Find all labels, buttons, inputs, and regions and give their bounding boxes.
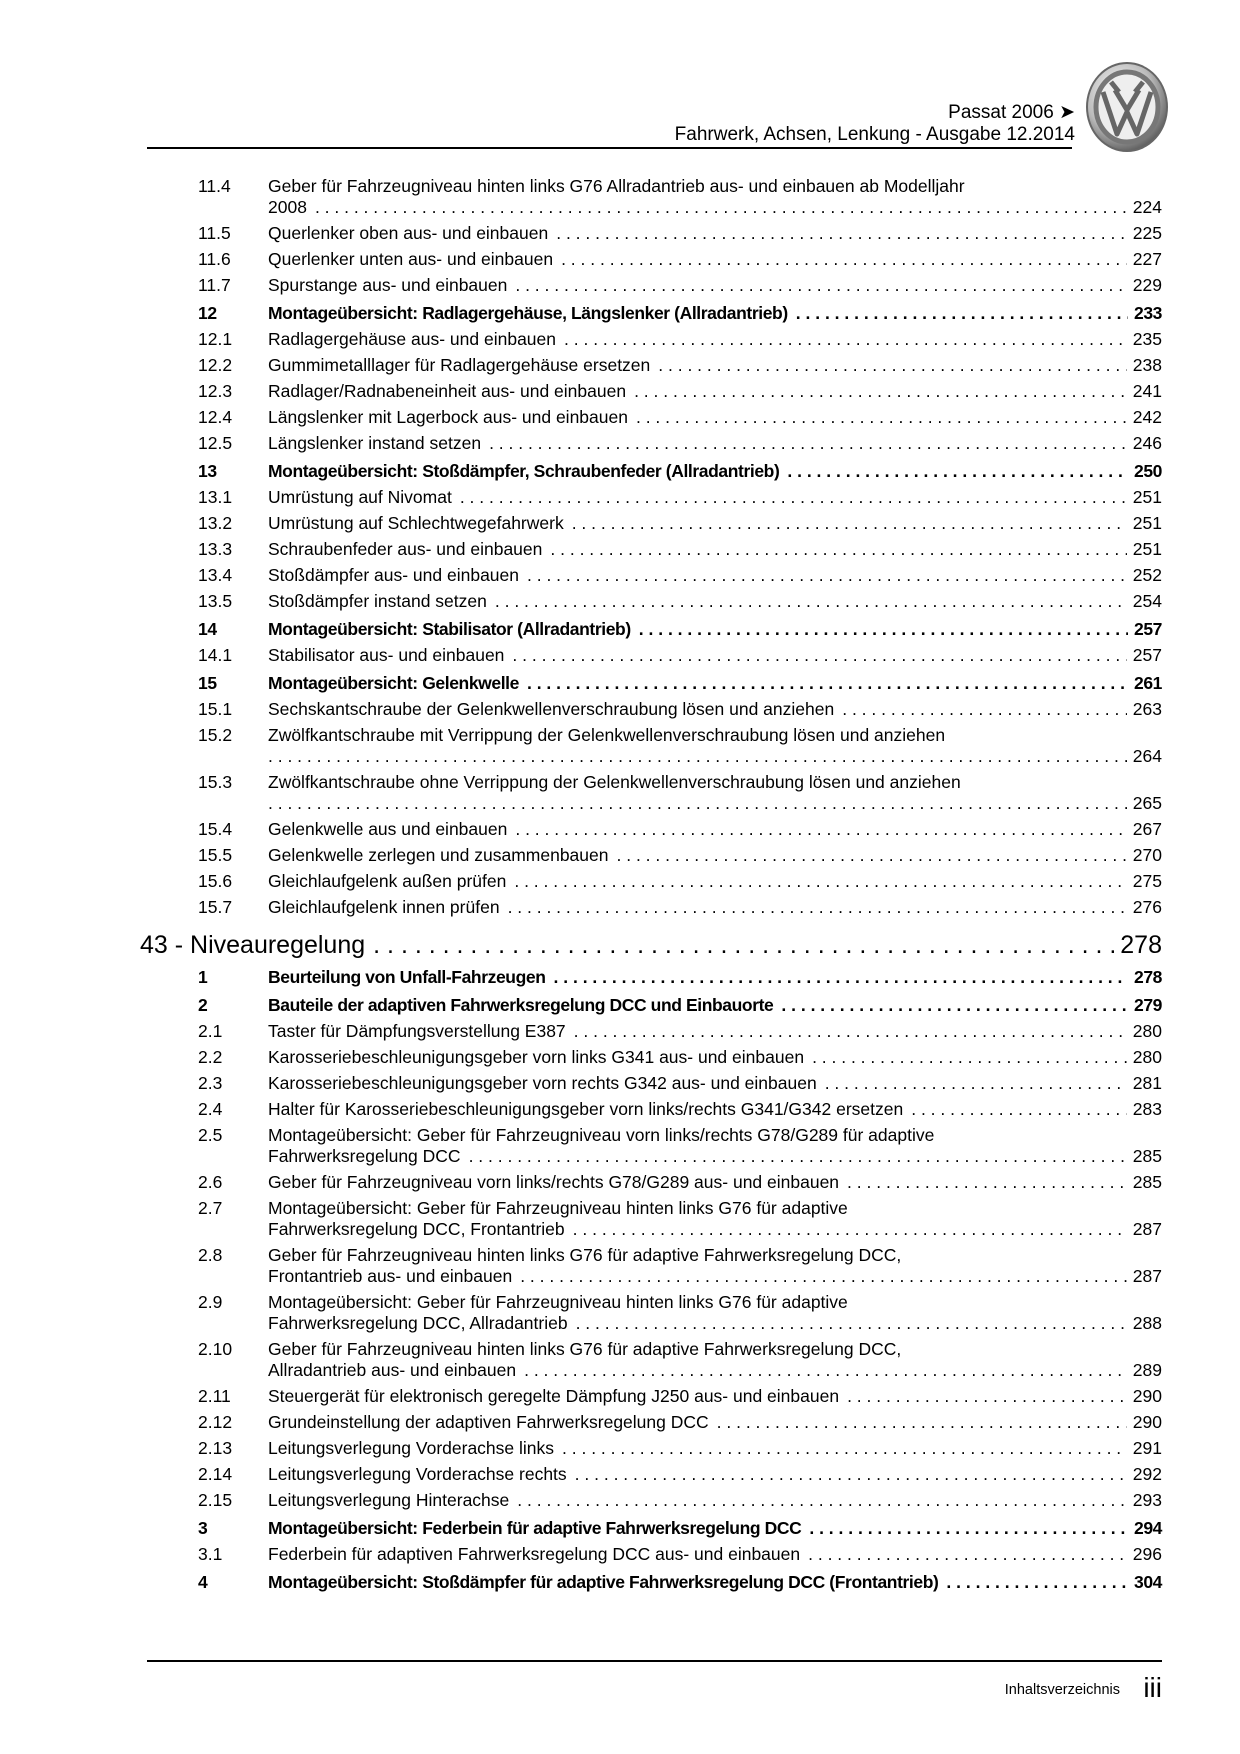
entry-page: 265 <box>1132 793 1162 813</box>
entry-title: Montageübersicht: Geber für Fahrzeugniveau hinten links G76 für adaptive <box>268 1198 848 1218</box>
dot-leader <box>634 381 1127 402</box>
entry-page: 279 <box>1134 995 1162 1015</box>
dot-leader <box>514 871 1126 892</box>
entry-page: 292 <box>1132 1464 1162 1484</box>
dot-leader <box>847 1172 1127 1193</box>
entry-title: Gelenkwelle aus und einbauen <box>268 819 508 839</box>
toc-entry[interactable] <box>140 275 1162 296</box>
toc-entry[interactable] <box>140 1047 1162 1068</box>
header-rule <box>147 147 1072 149</box>
entry-page: 252 <box>1132 565 1162 585</box>
toc-entry[interactable] <box>140 1572 1162 1593</box>
toc-entry[interactable] <box>140 513 1162 534</box>
entry-number: 15.4 <box>198 819 233 839</box>
entry-page: 290 <box>1132 1386 1162 1406</box>
entry-title: Umrüstung auf Schlechtwegefahrwerk <box>268 513 564 533</box>
entry-page: 241 <box>1132 381 1162 401</box>
toc-entry[interactable] <box>140 355 1162 376</box>
entry-page: 263 <box>1132 699 1162 719</box>
entry-number: 14 <box>198 619 217 639</box>
entry-page: 278 <box>1134 967 1162 987</box>
dot-leader <box>636 407 1127 428</box>
entry-title: Montageübersicht: Stoßdämpfer für adaptive Fahrwerksregelung DCC (Frontantrieb) <box>268 1572 939 1592</box>
toc-entry[interactable] <box>140 487 1162 508</box>
entry-number: 12.4 <box>198 407 233 427</box>
entry-number: 12.2 <box>198 355 233 375</box>
dot-leader <box>527 565 1127 586</box>
entry-title: Gelenkwelle zerlegen und zusammenbauen <box>268 845 609 865</box>
toc-entry[interactable] <box>140 871 1162 892</box>
entry-number: 11.4 <box>198 176 231 196</box>
entry-page: 229 <box>1132 275 1162 295</box>
footer-page-number: iii <box>1143 1672 1162 1703</box>
toc-entry[interactable] <box>140 1198 1162 1240</box>
header-model: Passat 2006 ➤ <box>948 102 1075 123</box>
toc-entry[interactable] <box>140 1339 1162 1381</box>
entry-page: 294 <box>1134 1518 1162 1538</box>
entry-number: 2.7 <box>198 1198 223 1218</box>
dot-leader <box>469 1146 1127 1167</box>
entry-title: Bauteile der adaptiven Fahrwerksregelung DCC und Einbauorte <box>268 995 774 1015</box>
entry-page: 283 <box>1132 1099 1162 1119</box>
entry-title: Umrüstung auf Nivomat <box>268 487 452 507</box>
dot-leader <box>561 249 1127 270</box>
entry-page: 225 <box>1132 223 1162 243</box>
entry-title: Geber für Fahrzeugniveau vorn links/rechts G78/G289 aus- und einbauen <box>268 1172 840 1192</box>
entry-page: 291 <box>1132 1438 1162 1458</box>
vw-logo-icon <box>1085 62 1169 152</box>
entry-page: 275 <box>1132 871 1162 891</box>
chapter-heading[interactable] <box>140 930 1162 960</box>
dot-leader <box>556 223 1127 244</box>
dot-leader <box>911 1099 1127 1120</box>
entry-page: 267 <box>1132 819 1162 839</box>
entry-number: 2.15 <box>198 1490 233 1510</box>
entry-page: 278 <box>1120 931 1162 959</box>
entry-page: 285 <box>1132 1146 1162 1166</box>
dot-leader <box>572 513 1127 534</box>
toc-entry[interactable] <box>140 591 1162 612</box>
entry-page: 233 <box>1134 303 1162 323</box>
toc-entry[interactable] <box>140 897 1162 918</box>
entry-number: 13.5 <box>198 591 233 611</box>
entry-title-cont: Fahrwerksregelung DCC, Allradantrieb <box>268 1313 568 1333</box>
toc-entry[interactable] <box>140 565 1162 586</box>
entry-title: Taster für Dämpfungsverstellung E387 <box>268 1021 566 1041</box>
dot-leader <box>527 673 1128 694</box>
toc-entry[interactable] <box>140 819 1162 840</box>
dot-leader <box>268 746 1127 767</box>
entry-number: 11.7 <box>198 275 231 295</box>
entry-title: Steuergerät für elektronisch geregelte Dämpfung J250 aus- und einbauen <box>268 1386 840 1406</box>
entry-number: 2.14 <box>198 1464 233 1484</box>
entry-title: Zwölfkantschraube mit Verrippung der Gelenkwellenverschraubung lösen und anziehen <box>268 725 946 745</box>
entry-page: 251 <box>1132 539 1162 559</box>
dot-leader <box>573 1219 1127 1240</box>
dot-leader <box>781 995 1128 1016</box>
dot-leader <box>575 1464 1127 1485</box>
entry-title: Gummimetalllager für Radlagergehäuse ersetzen <box>268 355 651 375</box>
entry-title: Spurstange aus- und einbauen <box>268 275 508 295</box>
entry-page: 288 <box>1132 1313 1162 1333</box>
toc-entry[interactable] <box>140 725 1162 767</box>
header-subtitle: Fahrwerk, Achsen, Lenkung - Ausgabe 12.2014 <box>674 124 1075 145</box>
dot-leader <box>617 845 1127 866</box>
entry-number: 2.5 <box>198 1125 223 1145</box>
dot-leader <box>796 303 1128 324</box>
table-of-contents <box>140 176 1162 1598</box>
entry-number: 2.9 <box>198 1292 223 1312</box>
entry-title: Radlager/Radnabeneinheit aus- und einbauen <box>268 381 627 401</box>
entry-number: 2.4 <box>198 1099 223 1119</box>
entry-number: 13.1 <box>198 487 233 507</box>
entry-page: 289 <box>1132 1360 1162 1380</box>
entry-title: Geber für Fahrzeugniveau hinten links G76 für adaptive Fahrwerksregelung DCC, <box>268 1339 902 1359</box>
entry-title: Stabilisator aus- und einbauen <box>268 645 505 665</box>
entry-title: Montageübersicht: Geber für Fahrzeugniveau vorn links/rechts G78/G289 für adaptive <box>268 1125 935 1145</box>
dot-leader <box>639 619 1128 640</box>
entry-page: 287 <box>1132 1266 1162 1286</box>
entry-number: 3.1 <box>198 1544 223 1564</box>
dot-leader <box>373 930 1114 960</box>
entry-title: Leitungsverlegung Hinterachse <box>268 1490 510 1510</box>
entry-number: 13.3 <box>198 539 233 559</box>
entry-title: Gleichlaufgelenk innen prüfen <box>268 897 500 917</box>
entry-title: Karosseriebeschleunigungsgeber vorn rechts G342 aus- und einbauen <box>268 1073 817 1093</box>
entry-page: 246 <box>1132 433 1162 453</box>
entry-page: 285 <box>1132 1172 1162 1192</box>
entry-number: 15.5 <box>198 845 233 865</box>
entry-title: Halter für Karosseriebeschleunigungsgeber vorn links/rechts G341/G342 ersetzen <box>268 1099 904 1119</box>
entry-number: 2.12 <box>198 1412 233 1432</box>
dot-leader <box>550 539 1126 560</box>
entry-number: 11.5 <box>198 223 231 243</box>
toc-entry[interactable] <box>140 699 1162 720</box>
dot-leader <box>717 1412 1127 1433</box>
toc-entry[interactable] <box>140 1544 1162 1565</box>
toc-entry[interactable] <box>140 223 1162 244</box>
entry-number: 12.1 <box>198 329 233 349</box>
dot-leader <box>946 1572 1128 1593</box>
toc-entry[interactable] <box>140 1292 1162 1334</box>
toc-entry[interactable] <box>140 645 1162 666</box>
entry-number: 13.2 <box>198 513 233 533</box>
entry-title: Geber für Fahrzeugniveau hinten links G76 Allradantrieb aus- und einbauen ab Modelljahr <box>268 176 965 196</box>
entry-number: 2.10 <box>198 1339 233 1359</box>
entry-title: Montageübersicht: Federbein für adaptive Fahrwerksregelung DCC <box>268 1518 802 1538</box>
entry-page: 257 <box>1132 645 1162 665</box>
entry-number: 15.7 <box>198 897 233 917</box>
entry-number: 2.8 <box>198 1245 223 1265</box>
entry-title: Montageübersicht: Stoßdämpfer, Schraubenfeder (Allradantrieb) <box>268 461 780 481</box>
footer-label: Inhaltsverzeichnis <box>1004 1682 1120 1698</box>
toc-entry[interactable] <box>140 772 1162 814</box>
toc-entry[interactable] <box>140 381 1162 402</box>
toc-entry[interactable] <box>140 1518 1162 1539</box>
entry-number: 12 <box>198 303 217 323</box>
toc-entry[interactable] <box>140 995 1162 1016</box>
entry-number: 2.13 <box>198 1438 233 1458</box>
entry-title: Montageübersicht: Geber für Fahrzeugniveau hinten links G76 für adaptive <box>268 1292 848 1312</box>
entry-title: Geber für Fahrzeugniveau hinten links G76 für adaptive Fahrwerksregelung DCC, <box>268 1245 902 1265</box>
dot-leader <box>842 699 1127 720</box>
entry-number: 13.4 <box>198 565 233 585</box>
dot-leader <box>658 355 1127 376</box>
toc-entry[interactable] <box>140 539 1162 560</box>
entry-page: 235 <box>1132 329 1162 349</box>
entry-title: Sechskantschraube der Gelenkwellenverschraubung lösen und anziehen <box>268 699 835 719</box>
entry-number: 14.1 <box>198 645 233 665</box>
entry-page: 242 <box>1132 407 1162 427</box>
entry-number: 15.1 <box>198 699 233 719</box>
entry-number: 2.3 <box>198 1073 223 1093</box>
entry-title: 43 - Niveauregelung <box>140 931 366 959</box>
toc-entry[interactable] <box>140 329 1162 350</box>
dot-leader <box>812 1047 1127 1068</box>
entry-title-cont: Frontantrieb aus- und einbauen <box>268 1266 513 1286</box>
entry-title: Längslenker instand setzen <box>268 433 482 453</box>
entry-number: 3 <box>198 1518 208 1538</box>
entry-page: 270 <box>1132 845 1162 865</box>
dot-leader <box>524 1360 1127 1381</box>
dot-leader <box>508 897 1127 918</box>
entry-page: 304 <box>1134 1572 1162 1592</box>
dot-leader <box>517 1490 1127 1511</box>
toc-entry[interactable] <box>140 1021 1162 1042</box>
entry-title-cont: Fahrwerksregelung DCC <box>268 1146 461 1166</box>
toc-entry[interactable] <box>140 1490 1162 1511</box>
toc-entry[interactable] <box>140 1438 1162 1459</box>
toc-entry[interactable] <box>140 1245 1162 1287</box>
entry-number: 4 <box>198 1572 208 1592</box>
entry-page: 280 <box>1132 1021 1162 1041</box>
dot-leader <box>520 1266 1127 1287</box>
dot-leader <box>809 1518 1128 1539</box>
entry-title-cont: 2008 <box>268 197 307 217</box>
dot-leader <box>562 1438 1127 1459</box>
entry-page: 254 <box>1132 591 1162 611</box>
entry-title: Beurteilung von Unfall-Fahrzeugen <box>268 967 546 987</box>
dot-leader <box>495 591 1127 612</box>
entry-page: 280 <box>1132 1047 1162 1067</box>
entry-page: 238 <box>1132 355 1162 375</box>
toc-entry[interactable] <box>140 433 1162 454</box>
entry-number: 2.1 <box>198 1021 223 1041</box>
entry-page: 251 <box>1132 513 1162 533</box>
toc-entry[interactable] <box>140 1386 1162 1407</box>
entry-title: Querlenker unten aus- und einbauen <box>268 249 554 269</box>
entry-title: Montageübersicht: Radlagergehäuse, Längslenker (Allradantrieb) <box>268 303 788 323</box>
entry-title-cont: Allradantrieb aus- und einbauen <box>268 1360 517 1380</box>
entry-number: 2.11 <box>198 1386 231 1406</box>
toc-entry[interactable] <box>140 407 1162 428</box>
toc-entry[interactable] <box>140 967 1162 988</box>
entry-title: Federbein für adaptiven Fahrwerksregelung DCC aus- und einbauen <box>268 1544 801 1564</box>
entry-number: 2.6 <box>198 1172 223 1192</box>
entry-page: 281 <box>1132 1073 1162 1093</box>
toc-entry[interactable] <box>140 176 1162 218</box>
entry-number: 15.3 <box>198 772 233 792</box>
entry-title: Radlagergehäuse aus- und einbauen <box>268 329 557 349</box>
entry-page: 224 <box>1132 197 1162 217</box>
entry-number: 1 <box>198 967 208 987</box>
entry-number: 2.2 <box>198 1047 223 1067</box>
dot-leader <box>787 461 1128 482</box>
entry-title: Gleichlaufgelenk außen prüfen <box>268 871 507 891</box>
entry-number: 13 <box>198 461 217 481</box>
toc-entry[interactable] <box>140 461 1162 482</box>
dot-leader <box>315 197 1127 218</box>
toc-entry[interactable] <box>140 673 1162 694</box>
dot-leader <box>515 275 1126 296</box>
dot-leader <box>808 1544 1127 1565</box>
entry-title: Querlenker oben aus- und einbauen <box>268 223 549 243</box>
toc-entry[interactable] <box>140 303 1162 324</box>
entry-number: 12.5 <box>198 433 233 453</box>
entry-page: 293 <box>1132 1490 1162 1510</box>
toc-entry[interactable] <box>140 1172 1162 1193</box>
entry-number: 15.2 <box>198 725 233 745</box>
entry-page: 257 <box>1134 619 1162 639</box>
dot-leader <box>564 329 1127 350</box>
entry-page: 287 <box>1132 1219 1162 1239</box>
entry-title: Montageübersicht: Gelenkwelle <box>268 673 519 693</box>
dot-leader <box>268 793 1127 814</box>
entry-title: Längslenker mit Lagerbock aus- und einbauen <box>268 407 628 427</box>
entry-page: 227 <box>1132 249 1162 269</box>
entry-number: 2 <box>198 995 208 1015</box>
toc-entry[interactable] <box>140 249 1162 270</box>
entry-title: Leitungsverlegung Vorderachse rechts <box>268 1464 567 1484</box>
entry-number: 12.3 <box>198 381 233 401</box>
entry-number: 11.6 <box>198 249 231 269</box>
dot-leader <box>489 433 1127 454</box>
entry-page: 290 <box>1132 1412 1162 1432</box>
entry-page: 250 <box>1134 461 1162 481</box>
entry-number: 15.6 <box>198 871 233 891</box>
entry-title: Stoßdämpfer aus- und einbauen <box>268 565 519 585</box>
entry-page: 251 <box>1132 487 1162 507</box>
entry-title: Schraubenfeder aus- und einbauen <box>268 539 543 559</box>
dot-leader <box>847 1386 1127 1407</box>
entry-page: 264 <box>1132 746 1162 766</box>
toc-entry[interactable] <box>140 1125 1162 1167</box>
entry-title: Zwölfkantschraube ohne Verrippung der Gelenkwellenverschraubung lösen und anziehen <box>268 772 961 792</box>
dot-leader <box>515 819 1126 840</box>
dot-leader <box>574 1021 1127 1042</box>
entry-title: Leitungsverlegung Vorderachse links <box>268 1438 555 1458</box>
dot-leader <box>512 645 1126 666</box>
entry-number: 15 <box>198 673 217 693</box>
entry-title: Montageübersicht: Stabilisator (Allradantrieb) <box>268 619 631 639</box>
entry-page: 296 <box>1132 1544 1162 1564</box>
entry-page: 261 <box>1134 673 1162 693</box>
toc-entry[interactable] <box>140 1099 1162 1120</box>
dot-leader <box>554 967 1128 988</box>
dot-leader <box>460 487 1127 508</box>
toc-entry[interactable] <box>140 1073 1162 1094</box>
toc-entry[interactable] <box>140 845 1162 866</box>
toc-entry[interactable] <box>140 619 1162 640</box>
dot-leader <box>825 1073 1127 1094</box>
entry-title: Karosseriebeschleunigungsgeber vorn links G341 aus- und einbauen <box>268 1047 805 1067</box>
dot-leader <box>576 1313 1127 1334</box>
entry-page: 276 <box>1132 897 1162 917</box>
entry-title: Stoßdämpfer instand setzen <box>268 591 487 611</box>
toc-entry[interactable] <box>140 1412 1162 1433</box>
footer-rule <box>147 1660 1162 1662</box>
entry-title-cont: Fahrwerksregelung DCC, Frontantrieb <box>268 1219 565 1239</box>
toc-entry[interactable] <box>140 1464 1162 1485</box>
entry-title: Grundeinstellung der adaptiven Fahrwerksregelung DCC <box>268 1412 709 1432</box>
